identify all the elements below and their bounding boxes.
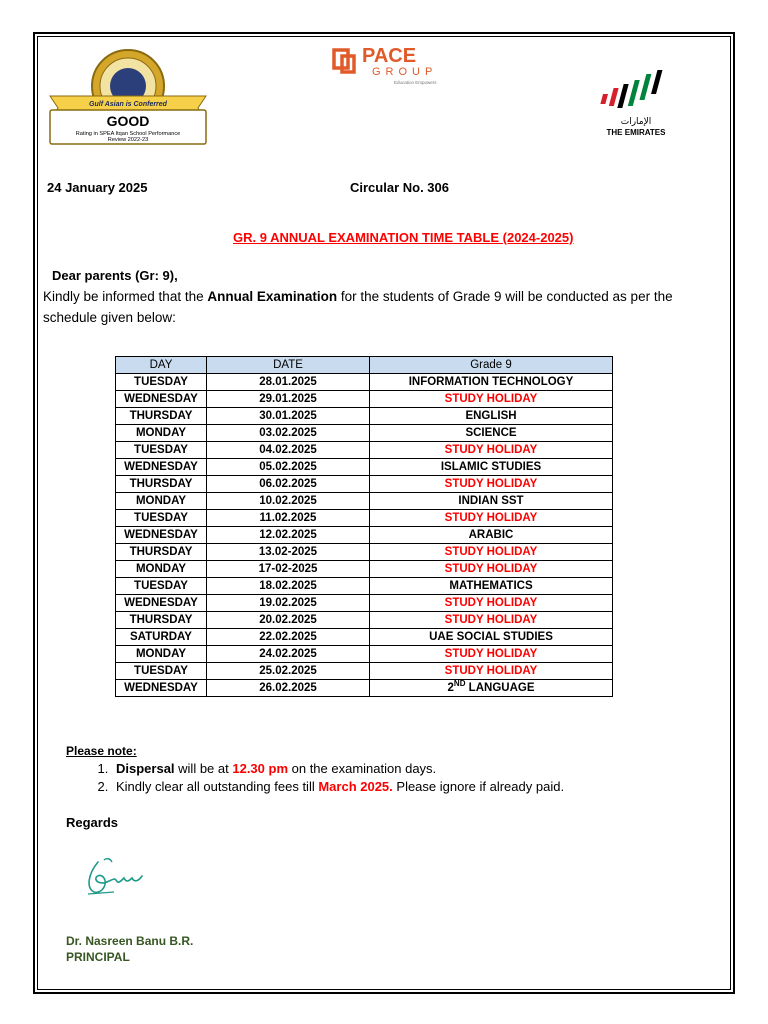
row-date: 20.02.2025: [207, 612, 370, 629]
timetable-row: [116, 612, 613, 629]
subject-ordinal: ND: [453, 679, 466, 689]
row-day: WEDNESDAY: [116, 595, 207, 612]
header-date: DATE: [207, 357, 370, 374]
row-day: THURSDAY: [116, 408, 207, 425]
row-day: WEDNESDAY: [116, 391, 207, 408]
timetable-row: [116, 646, 613, 663]
emirates-name: THE EMIRATES: [606, 128, 666, 137]
row-subject: UAE SOCIAL STUDIES: [370, 629, 613, 646]
note1-mid: will be at: [174, 761, 233, 776]
circular-title: GR. 9 ANNUAL EXAMINATION TIME TABLE (2024-2025): [233, 230, 574, 245]
intro-text-start: Kindly be informed that the: [43, 289, 208, 304]
row-subject: ENGLISH: [370, 408, 613, 425]
row-subject: SCIENCE: [370, 425, 613, 442]
timetable-row: [116, 629, 613, 646]
row-study-holiday: STUDY HOLIDAY: [370, 561, 613, 578]
row-study-holiday: STUDY HOLIDAY: [370, 544, 613, 561]
timetable-row: [116, 527, 613, 544]
row-date: 12.02.2025: [207, 527, 370, 544]
subject-number: 2: [447, 682, 454, 694]
row-day: MONDAY: [116, 646, 207, 663]
note2-end: Please ignore if already paid.: [392, 779, 565, 794]
row-date: 30.01.2025: [207, 408, 370, 425]
row-subject: [370, 680, 613, 697]
row-date: 29.01.2025: [207, 391, 370, 408]
timetable-row: [116, 459, 613, 476]
note2-deadline: March 2025.: [318, 779, 393, 794]
row-day: TUESDAY: [116, 374, 207, 391]
timetable-row: [116, 408, 613, 425]
row-day: WEDNESDAY: [116, 527, 207, 544]
row-date: 11.02.2025: [207, 510, 370, 527]
row-subject: ISLAMIC STUDIES: [370, 459, 613, 476]
row-study-holiday: STUDY HOLIDAY: [370, 510, 613, 527]
note1-time: 12.30 pm: [232, 761, 289, 776]
row-date: 06.02.2025: [207, 476, 370, 493]
timetable-row: [116, 595, 613, 612]
notes-heading: Please note:: [66, 744, 137, 758]
row-day: MONDAY: [116, 425, 207, 442]
pace-tagline: Education Empowers: [394, 80, 437, 85]
principal-name: Dr. Nasreen Banu B.R.: [66, 934, 194, 948]
row-date: 18.02.2025: [207, 578, 370, 595]
row-date: 17-02-2025: [207, 561, 370, 578]
spea-good-rating-badge: [48, 46, 208, 146]
row-date: 04.02.2025: [207, 442, 370, 459]
row-study-holiday: STUDY HOLIDAY: [370, 595, 613, 612]
row-day: TUESDAY: [116, 510, 207, 527]
row-date: 24.02.2025: [207, 646, 370, 663]
circular-number: Circular No. 306: [350, 180, 449, 195]
row-date: 10.02.2025: [207, 493, 370, 510]
timetable-header-row: [116, 357, 613, 374]
row-subject: INFORMATION TECHNOLOGY: [370, 374, 613, 391]
row-date: 28.01.2025: [207, 374, 370, 391]
regards: Regards: [66, 815, 119, 830]
timetable-row: [116, 663, 613, 680]
note1-end: on the examination days.: [288, 761, 437, 776]
header-grade: Grade 9: [370, 357, 613, 374]
row-day: TUESDAY: [116, 663, 207, 680]
timetable-row: [116, 578, 613, 595]
spea-line1: Rating in SPEA Itqan School Performance: [75, 131, 181, 137]
header-day: DAY: [116, 357, 207, 374]
row-day: WEDNESDAY: [116, 459, 207, 476]
row-study-holiday: STUDY HOLIDAY: [370, 442, 613, 459]
pace-name: PACE: [362, 45, 417, 67]
row-subject: INDIAN SST: [370, 493, 613, 510]
row-date: 26.02.2025: [207, 680, 370, 697]
exam-timetable: [115, 356, 613, 697]
note-item-dispersal: [112, 760, 732, 778]
spea-line2: Review 2022-23: [107, 137, 149, 143]
intro-text-bold: Annual Examination: [207, 289, 338, 304]
timetable-row: [116, 510, 613, 527]
timetable-row: [116, 544, 613, 561]
row-study-holiday: STUDY HOLIDAY: [370, 612, 613, 629]
row-day: WEDNESDAY: [116, 680, 207, 697]
intro-paragraph: [43, 286, 713, 328]
row-day: MONDAY: [116, 493, 207, 510]
the-emirates-logo: [596, 68, 676, 140]
note2-start: Kindly clear all outstanding fees till: [116, 779, 319, 794]
row-date: 22.02.2025: [207, 629, 370, 646]
row-day: TUESDAY: [116, 578, 207, 595]
row-subject: ARABIC: [370, 527, 613, 544]
row-day: SATURDAY: [116, 629, 207, 646]
spea-rating-text: GOOD: [106, 113, 150, 129]
timetable-row: [116, 391, 613, 408]
row-study-holiday: STUDY HOLIDAY: [370, 646, 613, 663]
timetable-row: [116, 680, 613, 697]
row-day: THURSDAY: [116, 476, 207, 493]
circular-date: 24 January 2025: [47, 180, 148, 195]
spea-ribbon-text: Gulf Asian is Conferred: [89, 101, 167, 108]
row-study-holiday: STUDY HOLIDAY: [370, 476, 613, 493]
emirates-arabic: الإمارات: [620, 117, 652, 127]
intro-text-end: for the students of Grade 9 will be conducted as per the schedule given below:: [43, 289, 673, 325]
principal-title: PRINCIPAL: [66, 950, 130, 964]
row-date: 13.02-2025: [207, 544, 370, 561]
row-day: TUESDAY: [116, 442, 207, 459]
subject-rest: LANGUAGE: [465, 682, 535, 694]
row-day: THURSDAY: [116, 612, 207, 629]
row-day: THURSDAY: [116, 544, 207, 561]
timetable-row: [116, 561, 613, 578]
note-item-fees: [112, 778, 732, 796]
notes-list: [66, 760, 732, 796]
timetable-row: [116, 493, 613, 510]
timetable-row: [116, 476, 613, 493]
row-study-holiday: STUDY HOLIDAY: [370, 391, 613, 408]
row-date: 03.02.2025: [207, 425, 370, 442]
timetable-row: [116, 425, 613, 442]
timetable-row: [116, 374, 613, 391]
timetable-row: [116, 442, 613, 459]
salutation: Dear parents (Gr: 9),: [52, 268, 178, 283]
pace-group-logo: [332, 42, 472, 86]
pace-group: GROUP: [372, 66, 438, 78]
note1-bold: Dispersal: [116, 761, 175, 776]
row-date: 19.02.2025: [207, 595, 370, 612]
row-date: 25.02.2025: [207, 663, 370, 680]
row-day: MONDAY: [116, 561, 207, 578]
principal-signature: [84, 854, 146, 898]
row-study-holiday: STUDY HOLIDAY: [370, 663, 613, 680]
row-date: 05.02.2025: [207, 459, 370, 476]
row-subject: MATHEMATICS: [370, 578, 613, 595]
